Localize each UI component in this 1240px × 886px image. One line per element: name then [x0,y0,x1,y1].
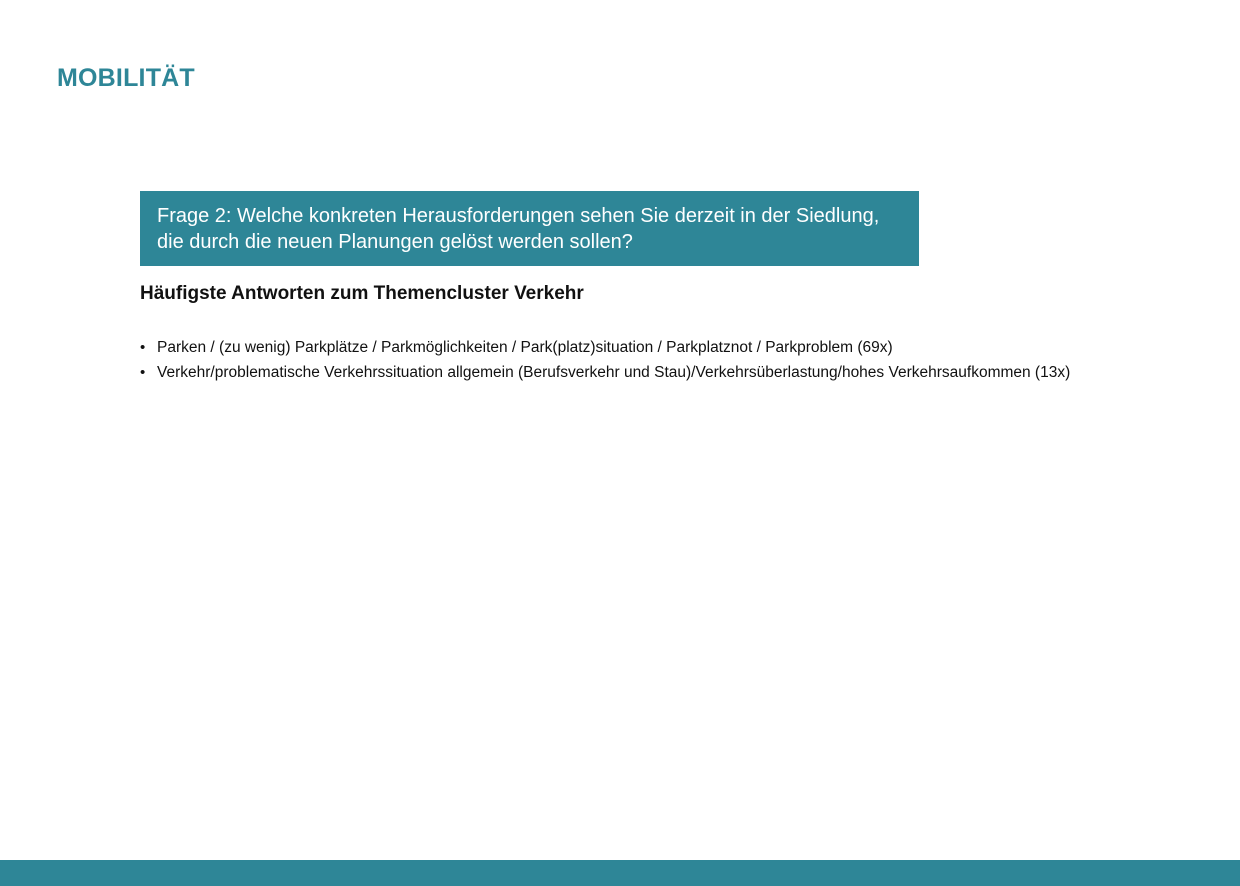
list-item [140,335,1070,360]
question-text-line-2: die durch die neuen Planungen gelöst werden sollen? [157,231,633,253]
bullet-icon: • [140,364,146,381]
question-banner [140,191,919,266]
answers-heading: Häufigste Antworten zum Themencluster Verkehr [140,283,584,304]
list-item-text: Verkehr/problematische Verkehrssituation allgemein (Berufsverkehr und Stau)/Verkehrsüberlastung/hohes Verkehrsaufkommen (13x) [157,364,1071,381]
question-text-line-1: Frage 2: Welche konkreten Herausforderungen sehen Sie derzeit in der Siedlung, [157,205,880,227]
page-title: MOBILITÄT [57,64,195,92]
footer-bar [0,860,1240,886]
list-item-text: Parken / (zu wenig) Parkplätze / Parkmöglichkeiten / Park(platz)situation / Parkplatznot / Parkproblem (69x) [157,339,893,356]
answers-list [140,335,1070,385]
bullet-icon: • [140,339,146,356]
list-item [140,360,1070,385]
